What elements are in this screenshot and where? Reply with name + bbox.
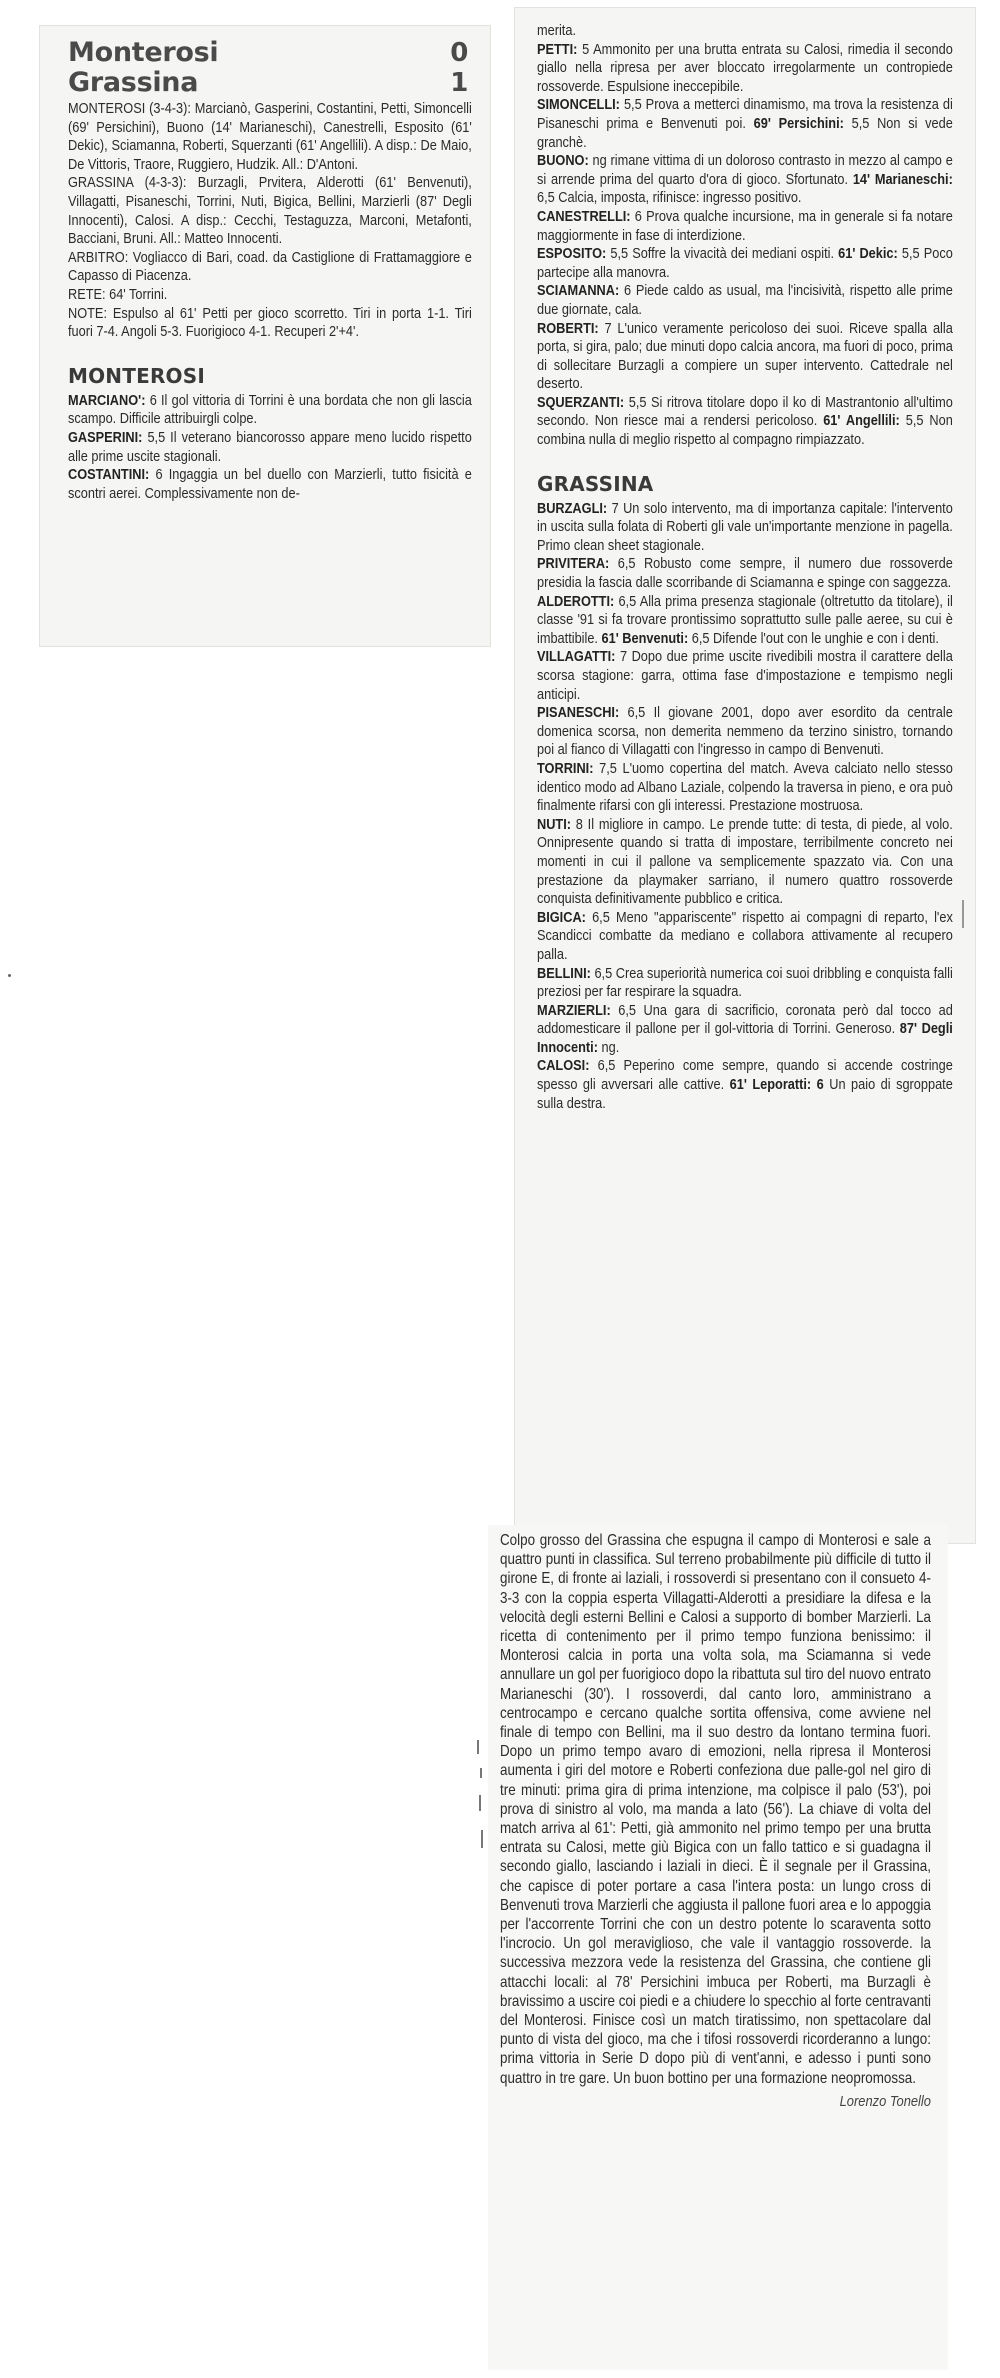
rating-entry xyxy=(537,965,953,1002)
player-comment: 6,5 Una gara di sacrificio, coronata però dal tocco ad addomesticare il pallone per il gol-vittoria di Torrini. Generoso. xyxy=(537,1001,953,1038)
player-name: COSTANTINI: xyxy=(68,466,150,484)
rating-entry xyxy=(537,152,953,208)
player-name: SCIAMANNA: xyxy=(537,282,620,300)
player-name: BELLINI: xyxy=(537,964,591,982)
player-comment: 6 Piede caldo as usual, ma l'incisività, rispetto alle prime due giornate, cala. xyxy=(537,282,953,318)
player-comment: ng rimane vittima di un doloroso contrasto in mezzo al campo e si arrende prima del quarto d'ora di gioco. Sfortunato. xyxy=(537,152,953,188)
player-comment: merita. xyxy=(537,22,576,39)
player-name: PRIVITERA: xyxy=(537,555,610,573)
player-comment: 5,5 Il veterano biancorosso appare meno lucido rispetto alle prime uscite stagionali. xyxy=(68,428,472,465)
substitute-name: 69' Persichini: xyxy=(753,114,844,132)
rating-entry xyxy=(537,320,953,394)
player-comment: 7,5 L'uomo copertina del match. Aveva calciato nello stesso identico modo ad Albano Laziale, colpendo la traversa in pieno, e ora può finalmente rifarsi con gli interessi. Prestazione mostruosa. xyxy=(537,759,953,815)
author-signature: Lorenzo Tonello xyxy=(839,2092,931,2110)
rating-entry xyxy=(537,1002,953,1058)
substitute-name: 14' Marianeschi: xyxy=(852,170,953,188)
section-title-monterosi: MONTEROSI xyxy=(68,363,205,388)
substitute-comment: 5,5 Non combina nulla di meglio rispetto al compagno rimpiazzato. xyxy=(537,412,953,449)
player-name: BIGICA: xyxy=(537,908,586,926)
substitute-comment: 5,5 Non si vede granchè. xyxy=(537,114,953,151)
player-comment: 7 Dopo due prime uscite rivedibili mostra il carattere della scorsa stagione: garra, ottima fase d'impostazione e tempismo negli anticipi. xyxy=(537,648,953,703)
rating-entry xyxy=(537,394,953,450)
lineup-away: GRASSINA (4-3-3): Burzagli, Prvitera, Alderotti (61' Benvenuti), Villagatti, Pisaneschi, Torrini, Nuti, Bigica, Bellini, Marzierli (87' Degli Innocenti), Calosi. A disp.: Cecchi, Testaguzza, Marconi, Metafonti, Bacciani, Bruni. All.: Matteo Innocenti. xyxy=(68,174,472,248)
rating-entry xyxy=(537,22,953,41)
substitute-name: 87' Degli Innocenti: xyxy=(537,1020,953,1056)
rating-entry xyxy=(68,429,472,466)
player-comment: 6,5 Il giovane 2001, dopo aver esordito da centrale domenica scorsa, non demerita nemmeno da terzino sinistro, tornando poi al fianco di Villagatti con l'ingresso in campo di Benvenuti. xyxy=(537,704,953,759)
tabellino xyxy=(68,100,472,342)
player-comment: 6 Il gol vittoria di Torrini è una bordata che non gli lascia scampo. Difficile attribuirgli colpe. xyxy=(68,391,472,428)
player-name: BURZAGLI: xyxy=(537,499,608,517)
player-name: SIMONCELLI: xyxy=(537,96,620,114)
ratings-list-monterosi-cont xyxy=(537,22,953,450)
match-report-clipping xyxy=(488,1525,948,2370)
rating-entry xyxy=(537,593,953,649)
rating-entry xyxy=(537,245,953,282)
player-comment: 6,5 Alla prima presenza stagionale (oltretutto da titolare), il classe '91 si fa trovare prontissimo soprattutto sulle palle aeree, su cui è imbattibile. xyxy=(537,592,953,647)
rating-entry xyxy=(537,500,953,556)
player-name: PISANESCHI: xyxy=(537,704,620,722)
substitute-name: 61' Angellili: xyxy=(823,412,900,430)
player-comment: 7 L'unico veramente pericoloso dei suoi. Riceve spalla alla porta, si gira, palo; due minuti dopo calcia ancora, ma fuori di poco, prima di sollecitare Burzagli a compiere un super intervento. Cattedrale nel deserto. xyxy=(537,319,953,393)
player-comment: 5,5 Soffre la vivacità dei mediani ospiti. xyxy=(610,245,835,263)
right-clipping xyxy=(515,8,975,1543)
scan-mark xyxy=(481,1830,483,1848)
rating-entry xyxy=(537,648,953,704)
player-name: TORRINI: xyxy=(537,759,594,777)
rating-entry xyxy=(537,1057,953,1113)
rating-entry xyxy=(537,704,953,760)
rating-entry xyxy=(537,208,953,245)
referee: ARBITRO: Vogliacco di Bari, coad. da Castiglione di Frattamaggiore e Capasso di Piacenza. xyxy=(68,248,472,285)
substitute-comment: 6,5 Calcia, imposta, rifinisce: ingresso positivo. xyxy=(537,189,802,207)
goals: RETE: 64' Torrini. xyxy=(68,285,168,303)
substitute-comment: ng. xyxy=(601,1038,620,1056)
player-comment: 5,5 Prova a metterci dinamismo, ma trova la resistenza di Pisaneschi prima e Benvenuti poi. xyxy=(537,96,953,132)
rating-entry xyxy=(537,555,953,592)
rating-entry xyxy=(537,41,953,97)
rating-entry xyxy=(537,909,953,965)
player-name: MARCIANO': xyxy=(68,391,146,409)
player-name: MARZIERLI: xyxy=(537,1001,611,1019)
substitute-comment: 5,5 Poco partecipe alla manovra. xyxy=(537,245,953,281)
away-score: 1 xyxy=(450,68,468,98)
player-name: ESPOSITO: xyxy=(537,245,607,263)
substitute-comment: Un paio di sgroppate sulla destra. xyxy=(537,1076,953,1112)
home-score: 0 xyxy=(450,38,468,68)
player-name: PETTI: xyxy=(537,40,578,58)
substitute-name: 61' Leporatti: 6 xyxy=(729,1076,824,1094)
player-name: VILLAGATTI: xyxy=(537,648,616,666)
report-body: Colpo grosso del Grassina che espugna il campo di Monterosi e sale a quattro punti in classifica. Sul terreno probabilmente più difficile di tutto il girone E, di fronte ai laziali, i rossoverdi si presentano con il consueto 4-3-3 con la coppia esperta Villagatti-Alderotti a presidiare la difesa e la velocità degli esterni Bellini e Calosi a supporto di bomber Marzierli. La ricetta di contenimento per il primo tempo funziona benissimo: il Monterosi calcia in porta una volta sola, ma Sciamanna si vede annullare un gol per fuorigioco dopo la ribattuta sul tiro del nuovo entrato Marianeschi (30'). I rossoverdi, dal canto loro, amministrano a centrocampo e cercano qualche sortita offensiva, come avviene nel finale di tempo con Bellini, ma il suo destro da lontano termina fuori. Dopo un primo tempo avaro di emozioni, nella ripresa il Monterosi aumenta i giri del motore e Roberti confeziona due palle-gol nel giro di tre minuti: prima gira di prima intenzione, ma colpisce il palo (53'), poi prova di sinistro al volo, ma manda a lato (56'). La chiave di volta del match arriva al 61': Petti, già ammonito nel primo tempo per una brutta entrata su Calosi, mette giù Bigica con un fallo tattico e si guadagna il secondo giallo, lasciando i laziali in dieci. È il segnale per il Grassina, che capisce di poter portare a casa l'intera posta: un lungo cross di Benvenuti trova Marzierli che aggiusta il pallone fuori area e lo appoggia per l'accorrente Torrini che con un destro potente lo scaraventa sotto l'incrocio. Un gol meraviglioso, che vale il vantaggio rossoverde. la successiva mezzora vede la resistenza del Grassina, che contiene gli attacchi locali: al 78' Persichini imbuca per Roberti, ma Burzagli è bravissimo a uscire coi piedi e a chiudere lo specchio al forte centravanti del Monterosi. Finisce così un match tiratissimo, non spettacolare dal punto di vista del gioco, ma che i tifosi rossoverdi ricorderanno a lungo: prima vittoria in Serie D dopo più di vent'anni, e adesso i punti sono quattro in tre gare. Un buon bottino per una formazione neopromossa. xyxy=(500,1532,931,2087)
player-name: CALOSI: xyxy=(537,1057,590,1075)
player-name: GASPERINI: xyxy=(68,428,143,446)
player-name: CANESTRELLI: xyxy=(537,207,631,225)
left-clipping xyxy=(40,26,490,646)
player-comment: 8 Il migliore in campo. Le prende tutte: di testa, di piede, al volo. Onnipresente quando si tratta di impostare, terribilmente concreto nei momenti in cui il pallone va semplicemente spazzato via. Con una prestazione da playmaker sarriano, il numero quattro rossoverde conquista definitivamente pubblico e critica. xyxy=(537,815,953,908)
player-name: ROBERTI: xyxy=(537,319,599,337)
rating-entry xyxy=(68,392,472,429)
home-team-name: Monterosi xyxy=(68,37,219,68)
lineup-home: MONTEROSI (3-4-3): Marcianò, Gasperini, Costantini, Petti, Simoncelli (69' Persichini), Buono (14' Marianeschi), Canestrelli, Esposito (61' Dekic), Sciamanna, Roberti, Squerzanti (61' Angellili). A disp.: De Maio, De Vittoris, Traore, Ruggiero, Hudzik. All.: D'Antoni. xyxy=(68,100,472,173)
player-comment: 7 Un solo intervento, ma di importanza capitale: l'intervento in uscita sulla folata di Roberti gli vale un'importante menzione in pagella. Primo clean sheet stagionale. xyxy=(537,499,953,554)
scan-mark xyxy=(479,1795,481,1811)
ratings-list xyxy=(68,392,472,504)
player-comment: 6 Ingaggia un bel duello con Marzierli, tutto fisicità e scontri aerei. Complessivamente non de- xyxy=(68,466,472,502)
ratings-list-grassina xyxy=(537,500,953,1114)
match-report xyxy=(500,1531,931,2111)
player-comment: 6,5 Meno "appariscente" rispetto ai compagni di reparto, l'ex Scandicci combatte da mediano e collabora attivamente al recupero palla. xyxy=(537,908,953,963)
player-name: BUONO: xyxy=(537,152,589,170)
rating-entry xyxy=(537,282,953,319)
player-comment: 6,5 Robusto come sempre, il numero due rossoverde presidia la fascia dalle scorribande di Sciamanna e spinge con saggezza. xyxy=(537,555,953,592)
player-name: ALDEROTTI: xyxy=(537,592,615,610)
scan-mark xyxy=(962,900,964,928)
scan-mark xyxy=(480,1768,482,1778)
rating-entry xyxy=(537,96,953,152)
scan-mark xyxy=(477,1740,479,1754)
player-comment: 5,5 Si ritrova titolare dopo il ko di Mastrantonio all'ultimo secondo. Non riesce mai a rendersi pericoloso. xyxy=(537,393,953,430)
rating-entry xyxy=(537,760,953,816)
match-header xyxy=(68,38,472,98)
away-team-name: Grassina xyxy=(68,67,199,98)
substitute-name: 61' Benvenuti: xyxy=(601,629,689,647)
notes: NOTE: Espulso al 61' Petti per gioco scorretto. Tiri in porta 1-1. Tiri fuori 7-4. Angoli 5-3. Fuorigioco 4-1. Recuperi 2'+4'. xyxy=(68,304,472,341)
substitute-name: 61' Dekic: xyxy=(838,245,898,263)
player-comment: 5 Ammonito per una brutta entrata su Calosi, rimedia il secondo giallo nella ripresa per aver bloccato irregolarmente un contropiede rossoverde. Espulsione ineccepibile. xyxy=(537,40,953,95)
player-name: SQUERZANTI: xyxy=(537,393,625,411)
player-comment: 6,5 Crea superiorità numerica coi suoi dribbling e conquista falli preziosi per far respirare la squadra. xyxy=(537,964,953,1001)
player-comment: 6 Prova qualche incursione, ma in generale si fa notare maggiormente in fase di interdizione. xyxy=(537,207,953,244)
substitute-comment: 6,5 Difende l'out con le unghie e con i denti. xyxy=(691,629,939,647)
section-title-grassina: GRASSINA xyxy=(537,471,654,496)
player-comment: 6,5 Peperino come sempre, quando si accende costringe spesso gli avversari alle cattive. xyxy=(537,1057,953,1094)
player-name: NUTI: xyxy=(537,815,572,833)
rating-entry xyxy=(68,466,472,503)
rating-entry xyxy=(537,816,953,909)
scan-speck xyxy=(8,974,11,977)
